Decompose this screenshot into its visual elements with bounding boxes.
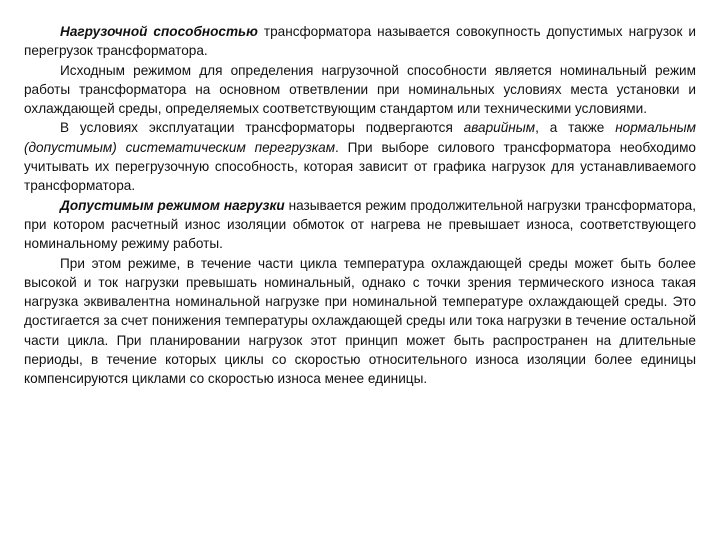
- paragraph-overloads: [24, 118, 696, 195]
- term-normal-overloads: нормальным (допустимым) систематическим перегрузкам: [24, 120, 696, 155]
- paragraph-text: называется режим продолжительной нагрузки трансформатора, при котором расчетный износ изоляции обмоток от нагрева не превышает износа, соответствующего номинальному режиму работы.: [24, 197, 697, 252]
- term-permissible-mode: Допустимым режимом нагрузки: [60, 197, 285, 213]
- paragraph-definition-permissible-mode: [24, 196, 696, 254]
- paragraph-text: трансформатора называется совокупность допустимых нагрузок и перегрузок трансформатора.: [24, 24, 696, 59]
- paragraph-text: Исходным режимом для определения нагрузочной способности является номинальный режим работы трансформатора на основном ответвлении при номинальных условиях места установки и охлаждающей среды, определяемых соответствующим стандартом или техническими условиями.: [24, 62, 696, 117]
- term-load-capacity: Нагрузочной способностью: [60, 24, 258, 39]
- paragraph-text: , а также: [535, 120, 616, 136]
- paragraph-cycle-explanation: [24, 254, 696, 389]
- paragraph-text: При этом режиме, в течение части цикла температура охлаждающей среды может быть более высокой и ток нагрузки превышать номинальный, однако с точки зрения термического износа такая нагрузка эквивалентна номинальной нагрузке при номинальной температуре охлаждающей среды. Это достигается за счет понижения температуры охлаждающей среды или тока нагрузки в течение остальной части цикла. При планировании нагрузок этот принцип может быть распространен на длительные периоды, в течение которых циклы со скоростью относительного износа изоляции более единицы компенсируются циклами со скоростью износа менее единицы.: [24, 255, 696, 387]
- paragraph-definition-load-capacity: [24, 22, 696, 61]
- term-emergency: аварийным: [463, 120, 536, 136]
- paragraph-initial-mode: [24, 61, 696, 119]
- document-page: [24, 22, 696, 389]
- paragraph-text: . При выборе силового трансформатора необходимо учитывать их перегрузочную способность, которая зависит от графика нагрузок для устанавливаемого трансформатора.: [24, 139, 696, 194]
- paragraph-text: В условиях эксплуатации трансформаторы подвергаются: [60, 120, 464, 136]
